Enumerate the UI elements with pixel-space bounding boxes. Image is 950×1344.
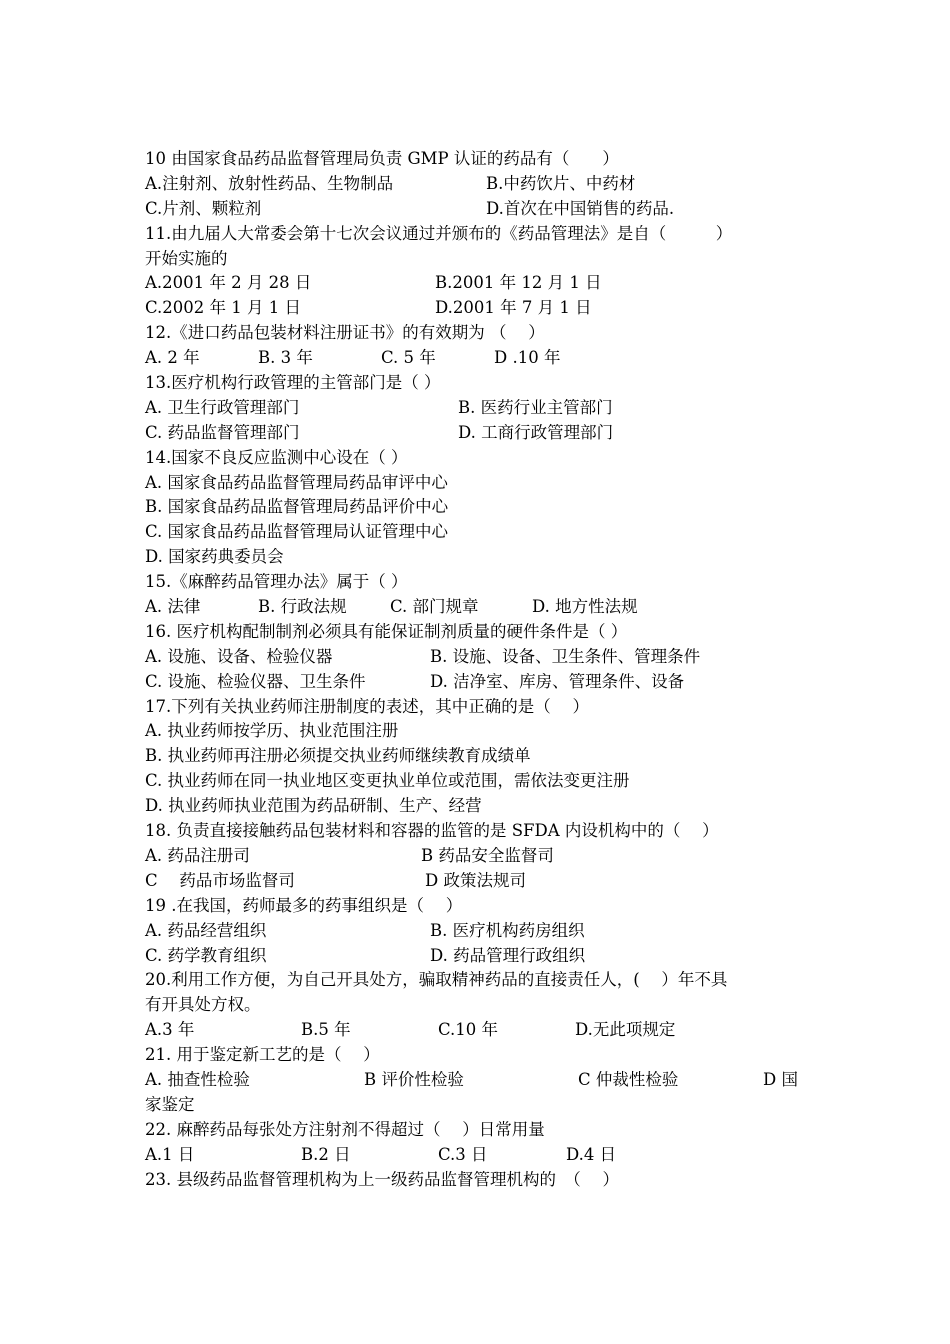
option-row — [145, 172, 810, 197]
stem-text: 18. 负责直接接触药品包装材料和容器的监管的是 SFDA 内设机构中的（ ） — [145, 821, 719, 841]
option-row — [145, 421, 810, 446]
option-a: A. 药品注册司 — [145, 845, 250, 865]
question-17 — [145, 695, 810, 819]
option-c: C 仲裁性检验 — [578, 1069, 679, 1089]
question-18 — [145, 819, 810, 894]
option-a: A. 2 年 — [145, 348, 200, 368]
option-b: B. 行政法规 — [258, 597, 347, 617]
stem-text: 17.下列有关执业药师注册制度的表述，其中正确的是（ ） — [145, 696, 589, 716]
option-row — [145, 869, 810, 894]
option-d: D.首次在中国销售的药品. — [486, 198, 675, 218]
option-row — [145, 595, 810, 620]
question-stem — [145, 321, 810, 346]
option-b: B.2 日 — [301, 1144, 351, 1164]
question-stem — [145, 1118, 810, 1143]
option-b: B. 设施、设备、卫生条件、管理条件 — [430, 646, 701, 666]
option-d: D. 国家药典委员会 — [145, 547, 284, 567]
option-c: C. 设施、检验仪器、卫生条件 — [145, 671, 366, 691]
question-stem — [145, 968, 810, 993]
stem-text: 14.国家不良反应监测中心设在（ ） — [145, 447, 408, 467]
question-stem — [145, 1168, 810, 1193]
option-c: C. 执业药师在同一执业地区变更执业单位或范围，需依法变更注册 — [145, 771, 630, 791]
option-row-continued — [145, 1093, 810, 1118]
option-d: D. 执业药师执业范围为药品研制、生产、经营 — [145, 796, 482, 816]
stem-text: 16. 医疗机构配制制剂必须具有能保证制剂质量的硬件条件是（ ） — [145, 621, 628, 641]
option-c: C.10 年 — [438, 1020, 499, 1040]
question-stem — [145, 147, 810, 172]
question-22 — [145, 1118, 810, 1168]
option-row — [145, 520, 810, 545]
stem-text: 13.医疗机构行政管理的主管部门是（ ） — [145, 373, 441, 393]
option-row — [145, 1018, 810, 1043]
question-stem — [145, 222, 810, 247]
option-a: A.2001 年 2 月 28 日 — [145, 273, 312, 293]
question-stem — [145, 620, 810, 645]
option-d: D.2001 年 7 月 1 日 — [435, 298, 592, 318]
option-d: D. 工商行政管理部门 — [458, 422, 614, 442]
option-row — [145, 396, 810, 421]
option-b: B 评价性检验 — [364, 1069, 464, 1089]
stem-text: 10 由国家食品药品监督管理局负责 GMP 认证的药品有（ ） — [145, 149, 619, 168]
option-row — [145, 271, 810, 296]
question-11 — [145, 222, 810, 322]
option-b: B 药品安全监督司 — [421, 845, 554, 865]
question-stem — [145, 695, 810, 720]
option-a: A.1 日 — [145, 1144, 195, 1164]
stem-text: 21. 用于鉴定新工艺的是（ ） — [145, 1045, 380, 1065]
option-a: A. 国家食品药品监督管理局药品审评中心 — [145, 472, 448, 492]
option-d: D. 药品管理行政组织 — [430, 945, 586, 965]
option-a: A. 卫生行政管理部门 — [145, 397, 300, 417]
option-row — [145, 197, 810, 222]
stem-text: 15.《麻醉药品管理办法》属于（ ） — [145, 572, 408, 592]
question-16 — [145, 620, 810, 695]
question-stem — [145, 894, 810, 919]
option-a: A. 法律 — [145, 597, 201, 617]
option-b: B.2001 年 12 月 1 日 — [435, 273, 602, 293]
option-row — [145, 719, 810, 744]
question-19 — [145, 894, 810, 969]
option-a: A. 药品经营组织 — [145, 920, 267, 940]
option-row — [145, 545, 810, 570]
option-row — [145, 645, 810, 670]
option-row — [145, 495, 810, 520]
option-row — [145, 794, 810, 819]
question-stem-continued — [145, 993, 810, 1018]
option-row — [145, 346, 810, 371]
question-stem — [145, 371, 810, 396]
question-20 — [145, 968, 810, 1043]
option-d: D.无此项规定 — [575, 1020, 676, 1040]
option-a: A. 执业药师按学历、执业范围注册 — [145, 721, 399, 741]
option-b: B.中药饮片、中药材 — [486, 173, 636, 193]
stem-text: 19 .在我国，药师最多的药事组织是（ ） — [145, 895, 463, 915]
option-a: A. 抽查性检验 — [145, 1069, 250, 1089]
option-row — [145, 670, 810, 695]
option-d: D 政策法规司 — [425, 870, 526, 890]
stem-text: 11.由九届人大常委会第十七次会议通过并颁布的《药品管理法》是自（ ） — [145, 223, 733, 243]
question-13 — [145, 371, 810, 446]
option-b: B. 执业药师再注册必须提交执业药师继续教育成绩单 — [145, 746, 531, 766]
stem-text: 有开具处方权。 — [145, 995, 261, 1015]
option-d: D. 地方性法规 — [532, 597, 638, 617]
option-row — [145, 1143, 810, 1168]
question-15 — [145, 570, 810, 620]
question-list — [145, 147, 810, 1192]
option-c: C.片剂、颗粒剂 — [145, 198, 262, 218]
stem-text: 开始实施的 — [145, 248, 228, 268]
option-d-continued: 家鉴定 — [145, 1094, 195, 1114]
option-row — [145, 471, 810, 496]
option-a: A. 设施、设备、检验仪器 — [145, 646, 333, 666]
stem-text: 20.利用工作方便，为自己开具处方，骗取精神药品的直接责任人，( ）年不具 — [145, 970, 728, 990]
question-stem — [145, 570, 810, 595]
question-stem — [145, 446, 810, 471]
option-c: C. 部门规章 — [390, 597, 479, 617]
option-c: C. 国家食品药品监督管理局认证管理中心 — [145, 522, 449, 542]
option-c: C 药品市场监督司 — [145, 870, 295, 890]
option-a: A.注射剂、放射性药品、生物制品 — [145, 173, 394, 193]
stem-text: 22. 麻醉药品每张处方注射剂不得超过（ ）日常用量 — [145, 1119, 545, 1139]
stem-text: 12.《进口药品包装材料注册证书》的有效期为 （ ） — [145, 323, 545, 343]
option-c: C.2002 年 1 月 1 日 — [145, 298, 301, 318]
option-row — [145, 296, 810, 321]
stem-text: 23. 县级药品监督管理机构为上一级药品监督管理机构的 （ ） — [145, 1169, 619, 1189]
option-row — [145, 919, 810, 944]
option-row — [145, 844, 810, 869]
option-row — [145, 1068, 810, 1093]
question-stem — [145, 1043, 810, 1068]
option-b: B. 3 年 — [258, 348, 313, 368]
option-c: C. 药学教育组织 — [145, 945, 267, 965]
question-12 — [145, 321, 810, 371]
question-21 — [145, 1043, 810, 1118]
option-d: D 国 — [763, 1069, 798, 1089]
question-10 — [145, 147, 810, 222]
option-b: B. 国家食品药品监督管理局药品评价中心 — [145, 497, 449, 517]
option-row — [145, 769, 810, 794]
option-c: C.3 日 — [438, 1144, 488, 1164]
option-c: C. 5 年 — [381, 348, 436, 368]
option-d: D. 洁净室、库房、管理条件、设备 — [430, 671, 685, 691]
option-c: C. 药品监督管理部门 — [145, 422, 300, 442]
option-d: D .10 年 — [494, 348, 561, 368]
option-a: A.3 年 — [145, 1020, 195, 1040]
option-b: B. 医药行业主管部门 — [458, 397, 613, 417]
question-14 — [145, 446, 810, 570]
question-23 — [145, 1168, 810, 1193]
option-b: B.5 年 — [301, 1020, 351, 1040]
option-d: D.4 日 — [566, 1144, 617, 1164]
question-stem — [145, 819, 810, 844]
option-row — [145, 944, 810, 969]
question-stem-continued — [145, 247, 810, 272]
option-b: B. 医疗机构药房组织 — [430, 920, 585, 940]
option-row — [145, 744, 810, 769]
